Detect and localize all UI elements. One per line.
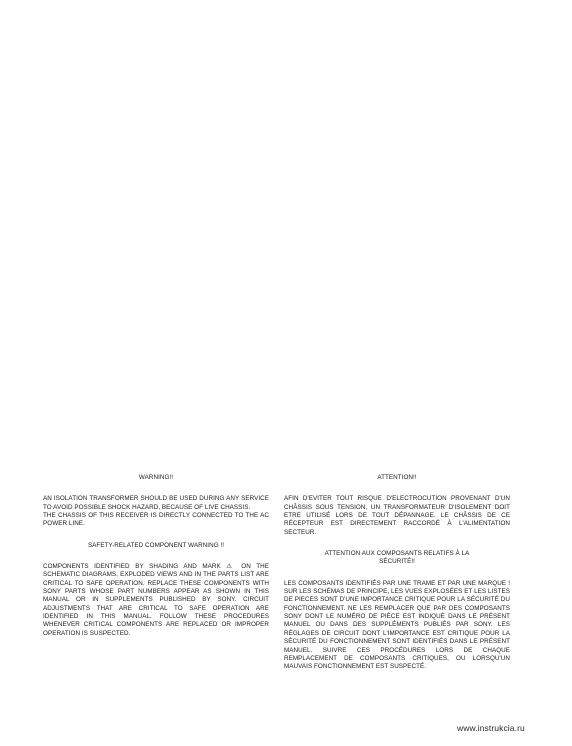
attention-heading: ATTENTION!!: [377, 474, 417, 481]
composants-heading-line2: SÉCURITÉ!!: [379, 558, 415, 566]
composants-paragraph: LES COMPOSANTS IDENTIFIÉS PAR UNE TRAME ET PAR UNE MARQUE ! SUR LES SCHÉMAS DE PRINCIPE, LES VUES EXPLOSÉES ET LES LISTES DE PIECES SONT D'UNE IMPORTANCE CRITIQUE POUR LA SÉCURITÉ DU FONCTIONNEMENT. NE LES REMPLACER QUE PAR DES COMPOSANTS SONY DONT LE NUMÉRO DE PIÈCE EST INDIQUÉ DANS LE PRÉSENT MANUEL OU DANS DES SUPPLÉMENTS PUBLIÉS PAR SONY. LES RÉGLAGES DE CIRCUIT DONT L'IMPORTANCE EST CRITIQUE POUR LA SÉCURITÉ DU FONCTIONNEMENT SONT IDENTIFIÉS DANS LE PRÉSENT MANUEL. SUIVRE CES PROCÉDURES LORS DE CHAQUE REMPLACEMENT DE COMPOSANTS CRITIQUES, OU LORSQU'UN MAUVAIS FONCTIONNEMENT EST SUSPECTÉ.: [284, 579, 510, 671]
watermark-url: www.instrukcia.ru: [457, 723, 525, 733]
french-warning-column: [284, 474, 510, 672]
isolation-transformer-paragraph: AN ISOLATION TRANSFORMER SHOULD BE USED DURING ANY SERVICE TO AVOID POSSIBLE SHOCK HAZARD, BECAUSE OF LIVE CHASSIS.: [43, 495, 269, 511]
warning-heading: WARNING!!: [138, 474, 174, 481]
composants-heading-line1: ATTENTION AUX COMPOSANTS RELATIFS À LA: [324, 550, 470, 558]
chassis-connection-paragraph: THE CHASSIS OF THIS RECEIVER IS DIRECTLY CONNECTED TO THE AC POWER LINE.: [43, 512, 269, 528]
english-warning-column: [43, 474, 269, 638]
attention-paragraph: AFIN D'EVITER TOUT RISQUE D'ELECTROCUTION PROVENANT D'UN CHÂSSIS SOUS TENSION, UN TRANSFORMATEUR D'ISOLEMENT DOIT ETRE UTILISÉ LORS DE TOUT DÉPANNAGE. LE CHÂSSIS DE CE RÉCEPTEUR EST DIRECTEMENT RACCORDÉ À L'ALIMENTATION SECTEUR.: [284, 495, 510, 536]
safety-component-paragraph: COMPONENTS IDENTIFIED BY SHADING AND MARK ⚠ ON THE SCHEMATIC DIAGRAMS, EXPLODED VIEWS AND IN THE PARTS LIST ARE CRITICAL TO SAFE OPERATION. REPLACE THESE COMPONENTS WITH SONY PARTS WHOSE PART NUMBERS APPEAR AS SHOWN IN THIS MANUAL OR IN SUPPLEMENTS PUBLISHED BY SONY. CIRCUIT ADJUSTMENTS THAT ARE CRITICAL TO SAFE OPERATION ARE IDENTIFIED IN THIS MANUAL. FOLLOW THESE PROCEDURES WHENEVER CRITICAL COMPONENTS ARE REPLACED OR IMPROPER OPERATION IS SUSPECTED.: [43, 563, 269, 637]
safety-component-heading: SAFETY-RELATED COMPONENT WARNING !!: [87, 541, 225, 549]
